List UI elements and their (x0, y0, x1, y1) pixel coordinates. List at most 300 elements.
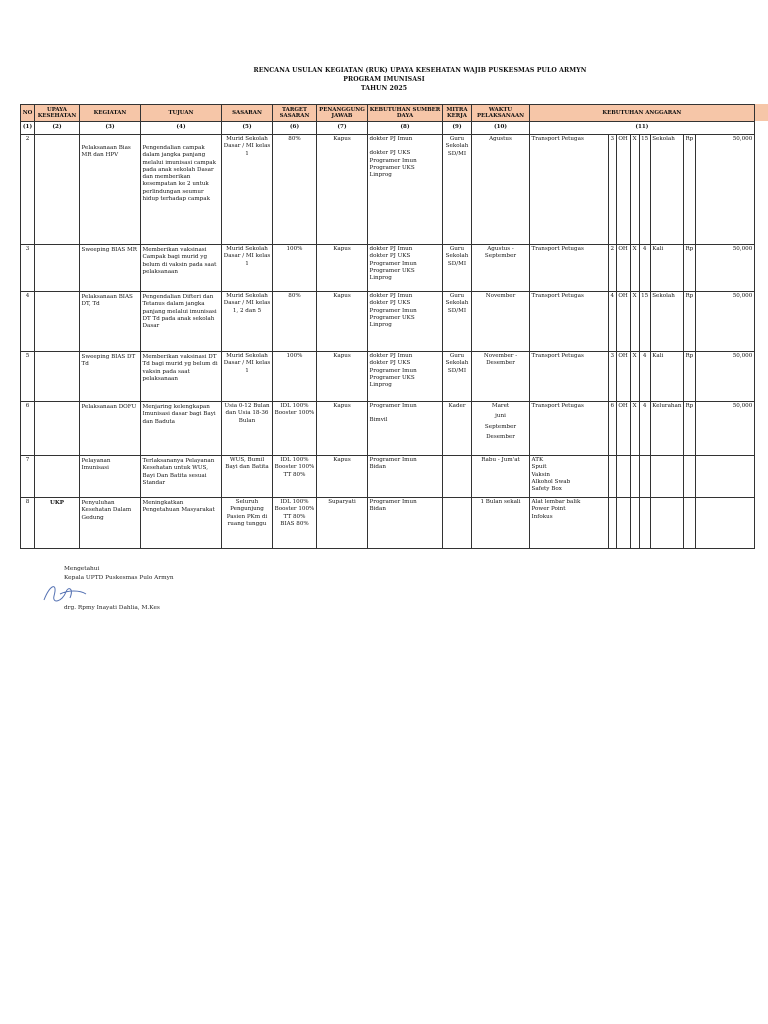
row-no (21, 135, 35, 245)
row-anggaran-unit-text: OH (618, 246, 628, 252)
row-pj (317, 292, 368, 352)
table-row (21, 245, 755, 292)
row-anggaran-unit-text: OH (618, 403, 628, 409)
row-target-text: IDL 100% (280, 457, 309, 463)
sumber-line: dokter PJ UKS (369, 253, 411, 260)
row-upaya (35, 402, 80, 456)
row-anggaran-rp (683, 402, 695, 456)
row-anggaran-amount-text: 50,000 (732, 403, 753, 409)
row-kegiatan-text: Pelaksanaan BIAS DT, Td (81, 294, 133, 308)
row-anggaran-n (639, 456, 650, 498)
row-sumber (368, 498, 443, 549)
row-no-text: 6 (25, 403, 30, 409)
row-anggaran-qty-text: 2 (610, 246, 615, 252)
row-pj (317, 135, 368, 245)
row-anggaran-x (630, 456, 639, 498)
row-anggaran-item (530, 498, 609, 549)
row-anggaran-x-text: X (632, 293, 637, 299)
row-no (21, 498, 35, 549)
row-pj-text: Suparyati (328, 499, 356, 505)
row-anggaran-n (639, 352, 650, 402)
row-anggaran-rp-text: Rp (685, 293, 694, 299)
row-anggaran-item-text: Transport Petugas (531, 293, 584, 299)
row-anggaran-amount (695, 402, 754, 456)
row-tujuan (141, 135, 222, 245)
row-anggaran-per (650, 402, 683, 456)
col-pj: PENANGGUNG JAWAB (317, 105, 368, 122)
row-sumber (368, 402, 443, 456)
row-mitra-text: Guru Sekolah SD/MI (445, 246, 469, 267)
row-anggaran-x (630, 352, 639, 402)
table-row (21, 456, 755, 498)
sumber-line (370, 410, 441, 417)
row-anggaran-qty-text: 3 (610, 353, 615, 359)
row-anggaran-rp (683, 292, 695, 352)
row-no (21, 245, 35, 292)
col-waktu: WAKTU PELAKSANAAN (472, 105, 530, 122)
col-upaya: UPAYA KESEHATAN (35, 105, 80, 122)
sumber-line: Linprog (369, 172, 392, 179)
sumber-line: dokter PJ Imun (369, 353, 413, 359)
row-waktu-text: November - Desember (483, 353, 518, 367)
program-title: PROGRAM IMUNISASI (343, 76, 425, 83)
row-anggaran-rp-text: Rp (685, 353, 694, 359)
row-anggaran-qty-text: 3 (610, 136, 615, 142)
row-anggaran-qty-text: 6 (610, 403, 615, 409)
row-pj-text: Kapus (333, 136, 351, 142)
sumber-line: Programer Imun (369, 457, 417, 463)
row-anggaran-amount (695, 456, 754, 498)
row-tujuan (141, 292, 222, 352)
row-anggaran-n (639, 245, 650, 292)
row-anggaran-item-text: Spuit (531, 464, 547, 471)
col-mitra: MITRA KERJA (443, 105, 472, 122)
row-anggaran-item-text: Transport Petugas (531, 353, 584, 359)
row-sumber (368, 292, 443, 352)
num-10: (10) (472, 122, 530, 135)
table-row (21, 352, 755, 402)
num-4: (4) (141, 122, 222, 135)
row-anggaran-item (530, 456, 609, 498)
row-waktu (472, 292, 530, 352)
row-anggaran-item-text: Vaksin (531, 471, 551, 478)
row-anggaran-unit (616, 402, 630, 456)
row-target-text: Booster 100% (274, 464, 315, 471)
num-7: (7) (317, 122, 368, 135)
row-anggaran-item-text: Infokus (531, 513, 553, 520)
row-anggaran-unit (616, 245, 630, 292)
row-anggaran-qty (609, 135, 617, 245)
row-pj-text: Kapus (333, 353, 351, 359)
col-no: NO (21, 105, 35, 122)
row-pj-text: Kapus (333, 246, 351, 252)
sumber-line (370, 143, 441, 150)
row-waktu-text: Rabu - Jum'at (481, 457, 520, 463)
row-anggaran-n-text: 15 (641, 293, 649, 299)
row-no (21, 352, 35, 402)
row-anggaran-x (630, 402, 639, 456)
row-target-text: IDL 100% (280, 499, 309, 505)
sumber-line: dokter PJ Imun (369, 246, 413, 252)
row-kegiatan (80, 135, 141, 245)
row-mitra-text: Guru Sekolah SD/MI (445, 293, 469, 314)
row-target-text: 100% (286, 246, 303, 252)
row-kegiatan (80, 402, 141, 456)
row-waktu-text: Agustus - September (484, 246, 517, 260)
row-mitra (443, 245, 472, 292)
row-target-text: TT 80% (283, 471, 306, 478)
row-upaya (35, 245, 80, 292)
signature-scribble-icon (40, 578, 88, 608)
row-sumber (368, 245, 443, 292)
row-anggaran-per (650, 135, 683, 245)
row-sumber (368, 456, 443, 498)
row-no-text: 7 (25, 457, 30, 463)
row-mitra-text: Guru Sekolah SD/MI (445, 353, 469, 374)
row-anggaran-x (630, 135, 639, 245)
column-number-row (21, 122, 755, 135)
document-title: RENCANA USULAN KEGIATAN (RUK) UPAYA KESEHATAN WAJIB PUSKESMAS PULO ARMYN (253, 67, 587, 74)
row-anggaran-item-text: Alat lembar balik (531, 499, 581, 505)
row-anggaran-n-text: 4 (642, 353, 647, 359)
signature-title: Kepala UPTD Puskesmas Pulo Armyn (64, 575, 174, 581)
row-mitra (443, 498, 472, 549)
row-anggaran-item-text: Transport Petugas (531, 246, 584, 252)
row-tujuan (141, 245, 222, 292)
row-anggaran-qty (609, 498, 617, 549)
row-target (273, 352, 317, 402)
sumber-line: Programer Imun (369, 367, 417, 374)
row-no-text: 5 (25, 353, 30, 359)
sumber-line: Programer Imun (369, 307, 417, 314)
row-anggaran-qty (609, 352, 617, 402)
header-row (21, 105, 755, 122)
ruk-table (20, 104, 755, 549)
sumber-line: dokter PJ UKS (369, 150, 411, 157)
row-anggaran-unit-text: OH (618, 293, 628, 299)
signature-acknowledge: Mengetahui (64, 566, 100, 572)
row-target-text: 80% (288, 136, 301, 142)
row-sasaran-text: Murid Sekolah Dasar / MI kelas 1 (223, 136, 271, 157)
row-sasaran (222, 292, 273, 352)
row-upaya (35, 498, 80, 549)
row-anggaran-unit (616, 352, 630, 402)
row-target (273, 498, 317, 549)
row-anggaran-item (530, 135, 609, 245)
row-anggaran-unit (616, 456, 630, 498)
sumber-line: Programer UKS (369, 267, 415, 274)
num-5: (5) (222, 122, 273, 135)
row-anggaran-x-text: X (632, 353, 637, 359)
row-anggaran-unit (616, 135, 630, 245)
row-anggaran-per (650, 498, 683, 549)
row-target-text: 80% (288, 293, 301, 299)
signature-name: drg. Rpmy Inayati Dahlia, M.Kes (64, 605, 160, 611)
row-kegiatan (80, 292, 141, 352)
num-3: (3) (80, 122, 141, 135)
row-anggaran-x (630, 292, 639, 352)
row-no (21, 456, 35, 498)
row-kegiatan-text: Pelaksanaan DOFU (81, 404, 137, 410)
row-kegiatan-text: Penyuluhan Kesehatan Dalam Gedung (81, 500, 132, 521)
row-tujuan-text: Memberikan vaksinasi Campak bagi murid yg belum di vaksin pada saat pelaksanaan (142, 247, 217, 275)
row-anggaran-qty (609, 402, 617, 456)
row-anggaran-per (650, 456, 683, 498)
row-anggaran-per-text: Kali (652, 353, 664, 359)
row-waktu (472, 456, 530, 498)
row-anggaran-rp (683, 245, 695, 292)
row-anggaran-unit-text: OH (618, 353, 628, 359)
row-anggaran-per (650, 245, 683, 292)
row-anggaran-per (650, 292, 683, 352)
col-target: TARGET SASARAN (273, 105, 317, 122)
row-kegiatan (80, 456, 141, 498)
row-waktu-text: 1 Bulan sekali (480, 499, 521, 505)
table-row (21, 292, 755, 352)
row-target (273, 135, 317, 245)
row-waktu (472, 498, 530, 549)
row-kegiatan (80, 245, 141, 292)
row-sasaran-text: Seluruh Pengunjung Pasien PKm di ruang tunggu (226, 499, 268, 527)
row-anggaran-n (639, 292, 650, 352)
row-anggaran-item (530, 352, 609, 402)
row-tujuan (141, 456, 222, 498)
row-kegiatan-text: Sweeping BIAS MR (81, 247, 137, 253)
row-anggaran-n (639, 402, 650, 456)
sumber-line: Programer UKS (369, 314, 415, 321)
row-anggaran-item-text: Alkohol Swab (531, 478, 571, 485)
row-anggaran-rp (683, 352, 695, 402)
row-sasaran-text: Murid Sekolah Dasar / MI kelas 1 (223, 353, 271, 374)
sumber-line: Programer Imun (369, 157, 417, 164)
row-waktu-text: Maret (491, 403, 510, 409)
row-anggaran-amount (695, 352, 754, 402)
row-anggaran-amount-text: 50,000 (732, 246, 753, 252)
row-anggaran-x-text: X (632, 246, 637, 252)
row-sasaran-text: Usia 0-12 Bulan dan Usia 18-36 Bulan (224, 403, 270, 424)
row-kegiatan-text: Sweeping BIAS DT Td (81, 354, 136, 368)
sumber-line: Programer UKS (369, 164, 415, 171)
sumber-line: Programer UKS (369, 374, 415, 381)
row-tujuan (141, 498, 222, 549)
row-sumber (368, 352, 443, 402)
sumber-line: Linprog (369, 382, 392, 389)
row-mitra (443, 352, 472, 402)
sumber-line: Bidan (369, 464, 386, 471)
row-anggaran-n (639, 498, 650, 549)
row-mitra-text: Kader (448, 403, 466, 409)
col-anggaran: KEBUTUHAN ANGGARAN (530, 105, 755, 122)
sumber-line: dokter PJ UKS (369, 300, 411, 307)
row-kegiatan (80, 352, 141, 402)
num-8: (8) (368, 122, 443, 135)
row-target-text: BIAS 80% (280, 520, 309, 527)
row-sumber (368, 135, 443, 245)
row-tujuan-text: Meningkatkan Pengetahuan Masyarakat (142, 500, 215, 514)
row-anggaran-rp-text: Rp (685, 136, 694, 142)
row-no (21, 402, 35, 456)
row-sasaran (222, 498, 273, 549)
row-anggaran-item (530, 402, 609, 456)
row-waktu-text: Agustus (489, 136, 512, 142)
row-no-text: 3 (25, 246, 30, 252)
table-row (21, 402, 755, 456)
row-no-text: 4 (25, 293, 30, 299)
row-anggaran-item (530, 245, 609, 292)
row-tujuan-text: Memberikan vaksinasi DT Td bagi murid yg belum di vaksin pada saat pelaksanaan (142, 354, 218, 382)
row-target (273, 456, 317, 498)
row-waktu (472, 352, 530, 402)
row-tujuan-text: Menjaring kelengkapan Imunisasi dasar bagi Bayi dan Baduta (142, 404, 216, 425)
row-anggaran-n-text: 4 (642, 246, 647, 252)
row-waktu-text: September (484, 423, 517, 430)
sumber-line: Linprog (369, 275, 392, 282)
col-kegiatan: KEGIATAN (80, 105, 141, 122)
row-no-text: 8 (25, 499, 30, 505)
row-anggaran-unit (616, 292, 630, 352)
row-kegiatan (80, 498, 141, 549)
row-anggaran-item-text: Transport Petugas (531, 136, 584, 142)
row-tujuan-text: Pengendalian campak dalam jangka panjang melalui imunisasi campak pada anak sekolah Dasar dan memberikan kesempatan ke 2 untuk perlindungan seumur hidup terhadap campak (142, 145, 217, 202)
row-tujuan-text: Terlaksananya Pelayanan Kesehatan untuk WUS, Bayi Dan Batita sesuai Standar (142, 458, 215, 486)
row-anggaran-amount (695, 135, 754, 245)
row-anggaran-item (530, 292, 609, 352)
row-pj-text: Kapus (333, 293, 351, 299)
row-kegiatan-text: Pelayanan Imunisasi (81, 458, 111, 472)
row-mitra (443, 402, 472, 456)
row-anggaran-x-text: X (632, 403, 637, 409)
row-pj (317, 245, 368, 292)
num-6: (6) (273, 122, 317, 135)
sumber-line: dokter PJ Imun (369, 136, 413, 142)
row-target-text: Booster 100% (274, 506, 315, 513)
row-pj (317, 456, 368, 498)
row-upaya (35, 352, 80, 402)
row-target-text: IDL 100% (280, 403, 309, 409)
num-11: (11) (530, 122, 755, 135)
num-9: (9) (443, 122, 472, 135)
year-title: TAHUN 2025 (360, 85, 408, 92)
row-anggaran-item-text: Power Point (531, 506, 566, 513)
row-target (273, 245, 317, 292)
row-target (273, 292, 317, 352)
row-upaya (35, 292, 80, 352)
row-anggaran-per-text: Sekolah (652, 293, 675, 299)
row-anggaran-per (650, 352, 683, 402)
sumber-line: Bidan (369, 506, 386, 513)
row-sasaran-text: Murid Sekolah Dasar / MI kelas 1, 2 dan 5 (223, 293, 271, 314)
table-body (21, 135, 755, 549)
row-tujuan (141, 352, 222, 402)
sumber-line: Bimvil (369, 417, 388, 424)
row-pj (317, 402, 368, 456)
row-target-text: Booster 100% (274, 410, 315, 417)
row-anggaran-n (639, 135, 650, 245)
sumber-line: Programer Imun (369, 499, 417, 505)
row-anggaran-x (630, 245, 639, 292)
row-anggaran-amount (695, 498, 754, 549)
sumber-line: Linprog (369, 322, 392, 329)
row-anggaran-unit (616, 498, 630, 549)
num-1: (1) (21, 122, 35, 135)
row-waktu-text: juni (495, 413, 506, 420)
row-anggaran-amount (695, 292, 754, 352)
row-sasaran (222, 352, 273, 402)
table-row (21, 498, 755, 549)
row-anggaran-x-text: X (632, 136, 637, 142)
row-target-text: TT 80% (283, 513, 306, 520)
row-no-text: 2 (25, 136, 30, 142)
row-mitra (443, 292, 472, 352)
row-anggaran-amount (695, 245, 754, 292)
row-upaya-text: UKP (50, 500, 64, 506)
row-target (273, 402, 317, 456)
row-anggaran-n-text: 15 (641, 136, 649, 142)
row-anggaran-amount-text: 50,000 (732, 293, 753, 299)
row-pj (317, 352, 368, 402)
row-waktu (472, 135, 530, 245)
row-anggaran-qty (609, 456, 617, 498)
row-anggaran-amount-text: 50,000 (732, 136, 753, 142)
row-anggaran-per-text: Kelurahan (652, 403, 682, 409)
row-upaya (35, 456, 80, 498)
row-anggaran-per-text: Sekolah (652, 136, 675, 142)
row-sasaran (222, 402, 273, 456)
row-anggaran-rp (683, 456, 695, 498)
row-sasaran (222, 456, 273, 498)
row-pj-text: Kapus (333, 403, 351, 409)
row-sasaran (222, 135, 273, 245)
row-anggaran-unit-text: OH (618, 136, 628, 142)
row-sasaran-text: Murid Sekolah Dasar / MI kelas 1 (223, 246, 271, 267)
row-pj (317, 498, 368, 549)
row-kegiatan-text: Pelaksanaan Bias MR dan HPV (81, 145, 131, 159)
num-2: (2) (35, 122, 80, 135)
row-tujuan (141, 402, 222, 456)
row-tujuan-text: Pengendalian Difteri dan Tetanus dalam jangka panjang melalui imunisasi DT Td pada anak sekolah Dasar (142, 294, 217, 330)
col-sumber: KEBUTUHAN SUMBER DAYA (368, 105, 443, 122)
row-no (21, 292, 35, 352)
sumber-line: Programer Imun (369, 260, 417, 267)
row-mitra (443, 135, 472, 245)
row-anggaran-n-text: 4 (642, 403, 647, 409)
table-row (21, 135, 755, 245)
row-anggaran-qty (609, 292, 617, 352)
row-target-text: 100% (286, 353, 303, 359)
row-anggaran-per-text: Kali (652, 246, 664, 252)
row-mitra (443, 456, 472, 498)
sumber-line: Programer Imun (369, 403, 417, 409)
row-anggaran-item-text: Transport Petugas (531, 403, 584, 409)
row-anggaran-rp-text: Rp (685, 246, 694, 252)
row-anggaran-qty (609, 245, 617, 292)
row-mitra-text: Guru Sekolah SD/MI (445, 136, 469, 157)
row-waktu-text: Desember (486, 433, 515, 440)
row-anggaran-rp (683, 135, 695, 245)
row-anggaran-x (630, 498, 639, 549)
col-tujuan: TUJUAN (141, 105, 222, 122)
row-sasaran-text: WUS, Bumil Bayi dan Batita (225, 457, 269, 471)
col-sasaran: SASARAN (222, 105, 273, 122)
row-anggaran-item-text: ATK (531, 457, 544, 463)
row-anggaran-qty-text: 4 (610, 293, 615, 299)
row-anggaran-item-text: Safety Box (531, 486, 562, 493)
row-upaya (35, 135, 80, 245)
row-waktu-text: November (485, 293, 516, 299)
row-waktu (472, 245, 530, 292)
sumber-line: dokter PJ Imun (369, 293, 413, 299)
row-anggaran-rp (683, 498, 695, 549)
